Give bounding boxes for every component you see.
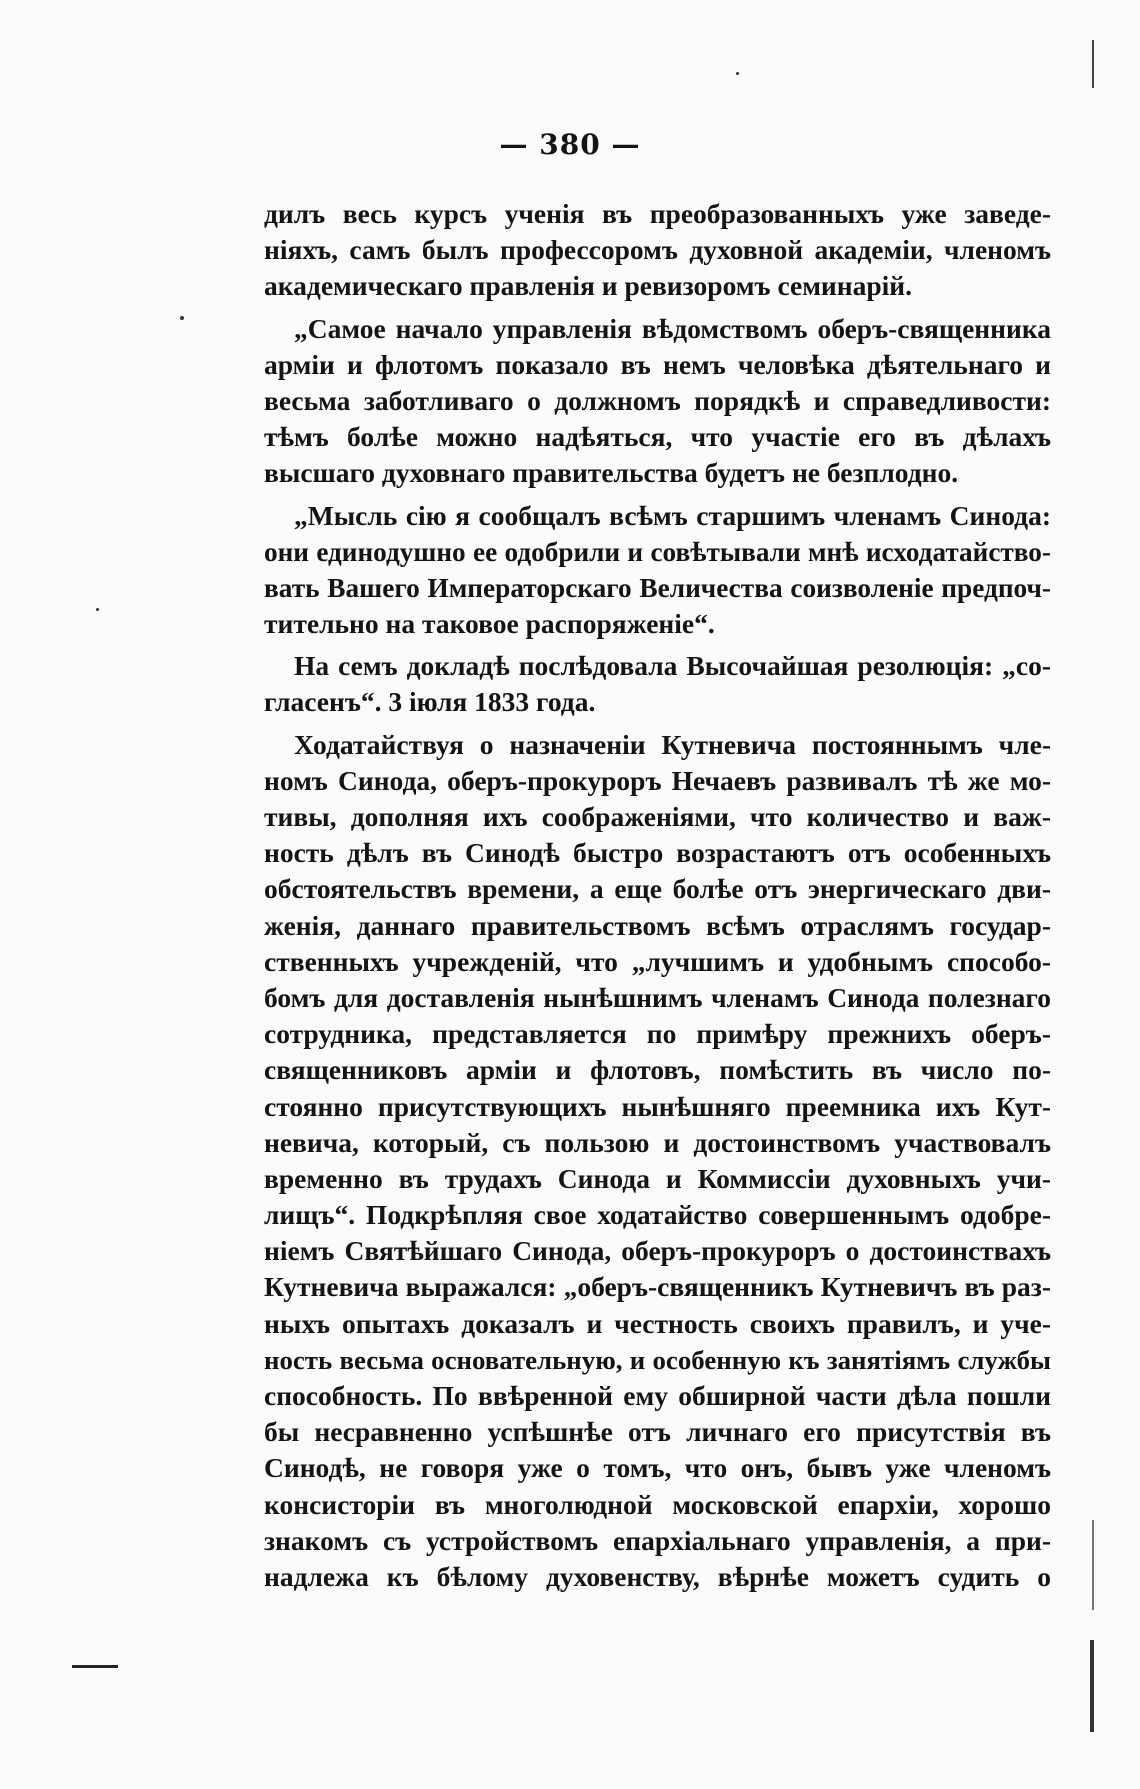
text-line: женія, даннаго правительствомъ всѣмъ отраслямъ государ- (264, 909, 1051, 941)
text-line: надлежа къ бѣлому духовенству, вѣрнѣе можетъ судить о (264, 1560, 1051, 1592)
text-line: тительно на таковое распоряженіе“. (264, 608, 715, 640)
text-line: Кутневича выражался: „оберъ-священникъ Кутневичъ въ раз- (264, 1271, 1051, 1303)
text-line: весьма заботливаго о должномъ порядкѣ и справедливости: (264, 384, 1051, 416)
paragraph (264, 648, 1051, 720)
text-line: дилъ весь курсъ ученія въ преобразованныхъ уже заведе- (264, 198, 1051, 229)
text-line: сотрудника, представляется по примѣру прежнихъ оберъ- (264, 1018, 1051, 1050)
page-edge-mark (1092, 40, 1094, 88)
page-edge-mark (1092, 1520, 1094, 1610)
text-line: священниковъ арміи и флотовъ, помѣстить въ число по- (264, 1054, 1051, 1086)
scan-speck (180, 316, 184, 320)
text-line: тивы, дополняя ихъ соображеніями, что количество и важ- (264, 801, 1051, 832)
text-line: ніемъ Святѣйшаго Синода, оберъ-прокуроръ о достоинствахъ (264, 1235, 1051, 1267)
text-line: „Самое начало управленія вѣдомствомъ оберъ-священника (294, 312, 1051, 344)
text-line: „Мысль сію я сообщалъ всѣмъ старшимъ членамъ Синода: (294, 499, 1051, 531)
paragraph (264, 311, 1051, 492)
margin-mark (72, 1665, 118, 1668)
text-line: ныхъ опытахъ доказалъ и честность своихъ правилъ, и уче- (264, 1307, 1051, 1339)
text-line: знакомъ съ устройствомъ епархіальнаго управленія, а при- (264, 1524, 1051, 1556)
text-line: гласенъ“. 3 іюля 1833 года. (264, 686, 596, 718)
text-line: вать Вашего Императорскаго Величества соизволеніе предпоч- (264, 572, 1051, 603)
text-line: ственныхъ учрежденій, что „лучшимъ и удобнымъ способо- (264, 945, 1051, 977)
text-line: Синодѣ, не говоря уже о томъ, что онъ, бывъ уже членомъ (264, 1452, 1051, 1484)
paragraph (264, 498, 1051, 643)
text-line: они единодушно ее одобрили и совѣтывали мнѣ исходатайство- (264, 536, 1051, 567)
page-edge-mark (1090, 1640, 1094, 1732)
text-line: лищъ“. Подкрѣпляя свое ходатайство совершеннымъ одобре- (264, 1199, 1051, 1231)
text-line: ность дѣлъ въ Синодѣ быстро возрастаютъ отъ особенныхъ (264, 837, 1051, 869)
text-line: Ходатайствуя о назначеніи Кутневича постояннымъ чле- (294, 728, 1051, 760)
text-line: арміи и флотомъ показало въ немъ человѣка дѣятельнаго и (264, 348, 1051, 380)
text-line: бы несравненно успѣшнѣе отъ личнаго его присутствія въ (264, 1416, 1051, 1448)
text-line: обстоятельствъ времени, а еще болѣе отъ энергическаго дви- (264, 873, 1051, 905)
paragraph (264, 727, 1051, 1596)
text-line: ніяхъ, самъ былъ профессоромъ духовной академіи, членомъ (264, 234, 1051, 266)
text-line: высшаго духовнаго правительства будетъ не безплодно. (264, 457, 959, 489)
text-line: номъ Синода, оберъ-прокуроръ Нечаевъ развивалъ тѣ же мо- (264, 764, 1051, 796)
text-line: ность весьма основательную, и особенную къ занятіямъ службы (264, 1344, 1051, 1375)
text-line: На семъ докладѣ послѣдовала Высочайшая резолюція: „со- (294, 650, 1051, 682)
paragraph (264, 196, 1051, 305)
text-line: способность. По ввѣренной ему обширной части дѣла пошли (264, 1380, 1051, 1411)
body-text (264, 196, 1051, 1595)
text-line: бомъ для доставленія нынѣшнимъ членамъ Синода полезнаго (264, 981, 1051, 1013)
page-number: — 380 — (499, 128, 641, 161)
text-line: невича, который, съ пользою и достоинствомъ участвовалъ (264, 1126, 1051, 1158)
text-line: консисторіи въ многолюдной московской епархіи, хорошо (264, 1488, 1051, 1520)
text-line: стоянно присутствующихъ нынѣшняго преемника ихъ Кут- (264, 1090, 1051, 1122)
scan-speck (96, 608, 99, 611)
scan-speck (736, 72, 739, 75)
text-line: временно въ трудахъ Синода и Коммиссіи духовныхъ учи- (264, 1162, 1051, 1194)
text-line: академическаго правленія и ревизоромъ семинарій. (264, 270, 913, 302)
text-line: тѣмъ болѣе можно надѣяться, что участіе его въ дѣлахъ (264, 421, 1051, 453)
